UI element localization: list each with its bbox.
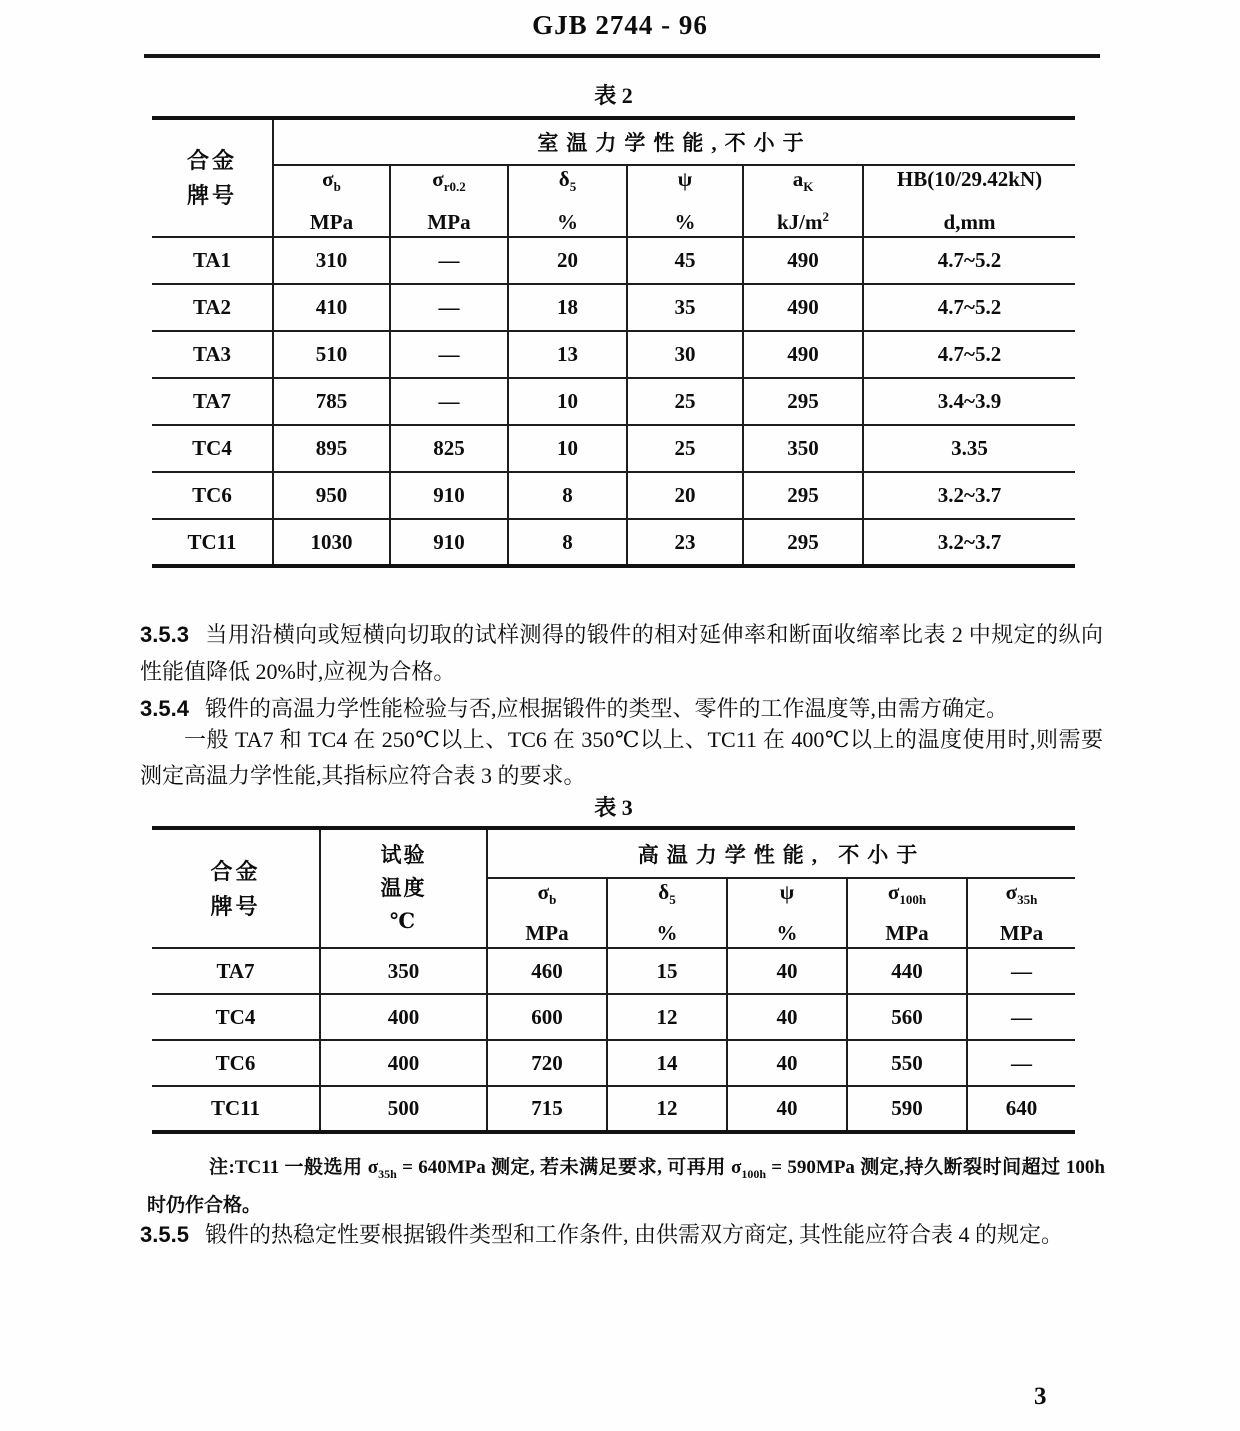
table-cell: 4.7~5.2 — [863, 237, 1075, 284]
table-cell: 8 — [508, 472, 627, 519]
table-cell: 15 — [607, 948, 727, 994]
table-cell: — — [390, 284, 508, 331]
note-text: = 640MPa 测定, 若未满足要求, 可再用 σ — [396, 1157, 742, 1178]
table-cell: 35 — [627, 284, 743, 331]
table-3 — [152, 826, 1075, 1134]
table-cell: 720 — [487, 1040, 607, 1086]
table-cell: — — [390, 237, 508, 284]
table-cell: 3.2~3.7 — [863, 519, 1075, 566]
test-temperature: 400 — [320, 1040, 487, 1086]
column-header: ψ % — [727, 878, 847, 948]
table-cell: 560 — [847, 994, 967, 1040]
table-cell: 460 — [487, 948, 607, 994]
table-cell: 410 — [273, 284, 390, 331]
table-2 — [152, 116, 1075, 568]
table-cell: 40 — [727, 948, 847, 994]
clause-text: 当用沿横向或短横向切取的试样测得的锻件的相对延伸率和断面收缩率比表 2 中规定的纵向性能值降低 20%时,应视为合格。 — [140, 622, 1103, 684]
table-cell: 295 — [743, 519, 863, 566]
table-cell: 40 — [727, 1086, 847, 1132]
table-3-caption: 表 3 — [594, 795, 633, 820]
table-row — [152, 237, 1075, 284]
alloy-name: TC6 — [152, 1040, 320, 1086]
column-header: $a_K$ $kJ/m^2$ — [743, 165, 863, 237]
alloy-name: TC11 — [152, 1086, 320, 1132]
alloy-name: TC4 — [152, 425, 273, 472]
table-cell: — — [967, 1040, 1075, 1086]
table-row — [152, 1040, 1075, 1086]
header-rule — [144, 54, 1100, 58]
column-header: ψ % — [627, 165, 743, 237]
table-cell: 4.7~5.2 — [863, 284, 1075, 331]
alloy-name: TC6 — [152, 472, 273, 519]
column-header: $\sigma_{100h}$ MPa — [847, 878, 967, 948]
table-row — [152, 378, 1075, 425]
paragraph-3-5-5 — [140, 1216, 1103, 1253]
table-cell: 600 — [487, 994, 607, 1040]
table-cell: 715 — [487, 1086, 607, 1132]
table-row — [152, 1086, 1075, 1132]
table-3-temperature-header: 试验 温度 ℃ — [320, 828, 487, 948]
table-cell: 12 — [607, 1086, 727, 1132]
table-cell: 8 — [508, 519, 627, 566]
table-cell: 4.7~5.2 — [863, 331, 1075, 378]
table-row — [152, 472, 1075, 519]
table-cell: 12 — [607, 994, 727, 1040]
alloy-name: TA7 — [152, 948, 320, 994]
clause-text: 锻件的高温力学性能检验与否,应根据锻件的类型、零件的工作温度等,由需方确定。 — [204, 696, 1008, 721]
table-cell: 440 — [847, 948, 967, 994]
table-2-span-header: 室温力学性能,不小于 — [273, 118, 1075, 165]
table-2-alloy-header: 合金 牌号 — [152, 118, 273, 237]
column-header: $\delta_5$ % — [607, 878, 727, 948]
table-row — [152, 284, 1075, 331]
table-3-note: 注:TC11 一般选用 $\sigma_{35h} = 640MPa$ 测定, 若未满足要求, 可再用 $\sigma_{100h} = 590MPa$ 测定,持久断裂时间超过 100h 时仍作合格。 — [147, 1157, 1105, 1216]
table-3-span-header: 高温力学性能, 不小于 — [487, 828, 1075, 878]
table-cell: 350 — [743, 425, 863, 472]
column-header: $\sigma_{35h}$ MPa — [967, 878, 1075, 948]
table-cell: 550 — [847, 1040, 967, 1086]
table-cell: 1030 — [273, 519, 390, 566]
table-cell: 825 — [390, 425, 508, 472]
table-cell: 785 — [273, 378, 390, 425]
clause-number: 3.5.5 — [140, 1222, 189, 1247]
table-cell: 3.4~3.9 — [863, 378, 1075, 425]
table-cell: 910 — [390, 519, 508, 566]
clause-text: 锻件的热稳定性要根据锻件类型和工作条件, 由供需双方商定, 其性能应符合表 4 的规定。 — [204, 1222, 1063, 1247]
table-cell: 510 — [273, 331, 390, 378]
table-cell: 10 — [508, 425, 627, 472]
table-row — [152, 948, 1075, 994]
alloy-name: TA7 — [152, 378, 273, 425]
table-cell: 40 — [727, 994, 847, 1040]
page-number: 3 — [1034, 1383, 1047, 1410]
table-3-header-row-1 — [152, 828, 1075, 878]
clause-number: 3.5.3 — [140, 622, 189, 647]
column-header: HB(10/29.42kN) d,mm — [863, 165, 1075, 237]
table-row — [152, 331, 1075, 378]
table-cell: 490 — [743, 331, 863, 378]
table-row — [152, 425, 1075, 472]
table-cell: 13 — [508, 331, 627, 378]
table-row — [152, 994, 1075, 1040]
column-header: $\sigma_{r0.2}$ MPa — [390, 165, 508, 237]
alloy-name: TC11 — [152, 519, 273, 566]
column-header: $\sigma_b$ MPa — [273, 165, 390, 237]
table-cell: — — [390, 378, 508, 425]
table-cell: 20 — [627, 472, 743, 519]
paragraph-3-5-4-continued: 一般 TA7 和 TC4 在 250℃以上、TC6 在 350℃以上、TC11 在 400℃以上的温度使用时,则需要测定高温力学性能,其指标应符合表 3 的要求。 — [140, 727, 1103, 788]
table-cell: — — [967, 994, 1075, 1040]
table-3-alloy-header: 合金 牌号 — [152, 828, 320, 948]
table-cell: 490 — [743, 284, 863, 331]
table-cell: 18 — [508, 284, 627, 331]
column-header: $\delta_5$ % — [508, 165, 627, 237]
table-cell: 20 — [508, 237, 627, 284]
test-temperature: 400 — [320, 994, 487, 1040]
table-row — [152, 519, 1075, 566]
column-header: $\sigma_b$ MPa — [487, 878, 607, 948]
table-2-header-row-2 — [152, 165, 1075, 237]
table-cell: 950 — [273, 472, 390, 519]
table-cell: 490 — [743, 237, 863, 284]
table-cell: 30 — [627, 331, 743, 378]
table-cell: 895 — [273, 425, 390, 472]
table-cell: 25 — [627, 378, 743, 425]
note-text: = 590MPa 测定,持久断裂时间超过 100h 时仍作合格。 — [147, 1157, 1105, 1216]
note-text: 注:TC11 一般选用 σ — [209, 1157, 379, 1178]
alloy-name: TA2 — [152, 284, 273, 331]
table-cell: 45 — [627, 237, 743, 284]
table-cell: 40 — [727, 1040, 847, 1086]
table-cell: — — [967, 948, 1075, 994]
alloy-name: TA1 — [152, 237, 273, 284]
table-cell: 14 — [607, 1040, 727, 1086]
table-cell: 295 — [743, 378, 863, 425]
table-cell: — — [390, 331, 508, 378]
clause-number: 3.5.4 — [140, 696, 189, 721]
paragraph-3-5-3 — [140, 616, 1103, 690]
alloy-name: TA3 — [152, 331, 273, 378]
table-cell: 3.2~3.7 — [863, 472, 1075, 519]
table-2-caption: 表 2 — [594, 83, 633, 108]
table-cell: 640 — [967, 1086, 1075, 1132]
table-cell: 10 — [508, 378, 627, 425]
table-cell: 25 — [627, 425, 743, 472]
table-cell: 295 — [743, 472, 863, 519]
table-cell: 590 — [847, 1086, 967, 1132]
table-cell: 310 — [273, 237, 390, 284]
table-cell: 910 — [390, 472, 508, 519]
table-2-header-row-1 — [152, 118, 1075, 165]
table-cell: 3.35 — [863, 425, 1075, 472]
standard-code-header: GJB 2744 - 96 — [532, 10, 708, 40]
table-cell: 23 — [627, 519, 743, 566]
alloy-name: TC4 — [152, 994, 320, 1040]
test-temperature: 350 — [320, 948, 487, 994]
test-temperature: 500 — [320, 1086, 487, 1132]
